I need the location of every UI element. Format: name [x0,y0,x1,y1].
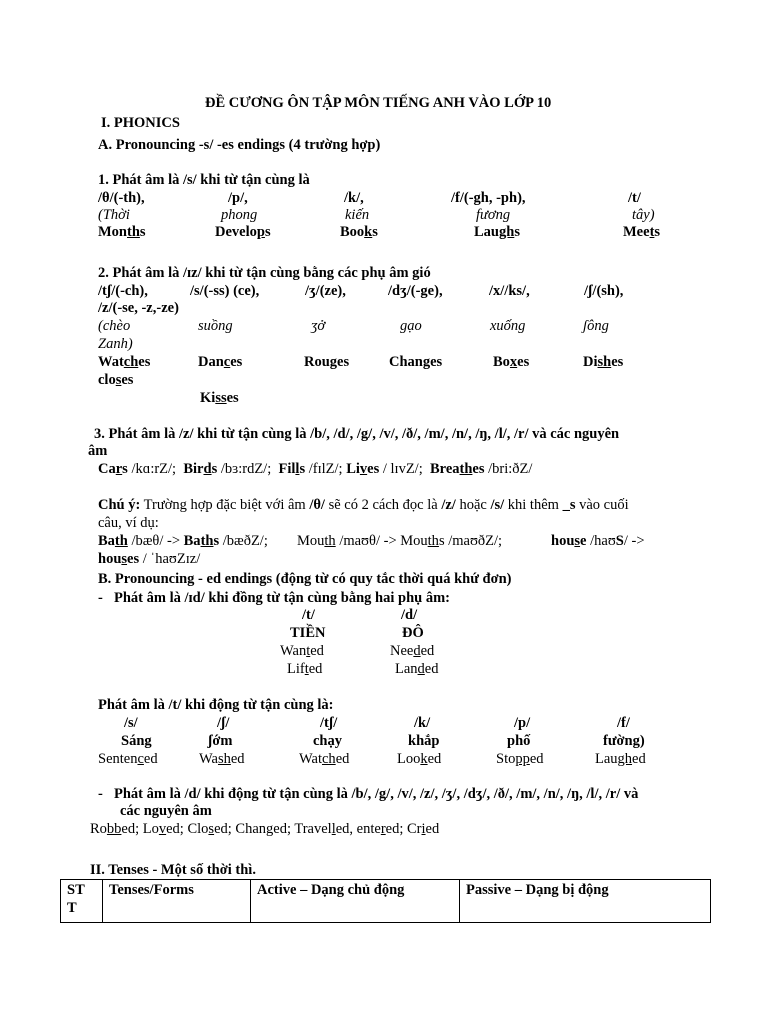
ed-mnemonic: khắp [408,733,440,749]
rule2-example: Watches [98,354,151,370]
rule1-example: Months [98,224,146,240]
rule2-sound: /ʃ/(sh), [584,283,624,299]
tenses-table [60,879,711,923]
ed-rule3: các nguyên âm [120,803,212,819]
rule1-mnemonic: fương [476,207,511,223]
ed-sound: /k/ [414,715,431,731]
rule2-example: Boxes [493,354,530,370]
ed-example: Sentenced [98,751,158,767]
rule2-mnemonic: ʃông [583,318,609,334]
rule2-example: Kisses [200,390,239,406]
rule3-examples: Cars /kɑ:rZ/; Birds /bɜ:rdZ/; Fills /fɪlZ/; Lives / lɪvZ/; Breathes /bri:ðZ/ [98,461,533,477]
rule3-heading: âm [88,443,108,459]
rule2-sound: /dʒ/(-ge), [388,283,443,299]
table-header-active: Active – Dạng chủ động [251,880,460,923]
ed-sound: /d/ [401,607,418,623]
ed-mnemonic: TIỀN [290,625,326,641]
ed-rule2: Phát âm là /t/ khi động từ tận cùng là: [98,697,334,713]
note-example-bath: Bath /bæθ/ -> Baths /bæðZ/; [98,533,268,549]
ed-sound: /t/ [302,607,315,623]
rule1-heading: 1. Phát âm là /s/ khi từ tận cùng là [98,172,310,188]
ed-rule1: Phát âm là /ɪd/ khi đồng từ tận cùng bằng hai phụ âm: [114,590,450,606]
ed-example: Wanted [280,643,324,659]
ed-example: Needed [390,643,435,659]
rule1-sound: /f/(-gh, -ph), [451,190,526,206]
rule2-sound: /s/(-ss) (ce), [190,283,260,299]
page-title: ĐỀ CƯƠNG ÔN TẬP MÔN TIẾNG ANH VÀO LỚP 10 [205,95,552,111]
ed-example: Landed [395,661,439,677]
rule2-mnemonic: (chèo [98,318,131,334]
rule2-sound: /ʒ/(ze), [305,283,346,299]
ed-sound: /ʃ/ [217,715,230,731]
rule2-example: Rouges [304,354,350,370]
ed-mnemonic: fường) [603,733,645,749]
ed-rule3: Phát âm là /d/ khi động từ tận cùng là /b/, /g/, /v/, /z/, /ʒ/, /dʒ/, /ð/, /m/, /n/, /ŋ, /l/, /r/ và [114,786,639,802]
note-line: Chú ý: Trường hợp đặc biệt với âm /θ/ sẽ có 2 cách đọc là /z/ hoặc /s/ khi thêm _s vào cuối [98,497,629,513]
note-line: câu, ví dụ: [98,515,159,531]
ed-example: Looked [397,751,442,767]
rule1-mnemonic: (Thời [98,207,130,223]
table-header-tenses: Tenses/Forms [103,880,251,923]
ed-example: Washed [199,751,245,767]
ed-example: Lifted [287,661,323,677]
rule1-sound: /t/ [628,190,641,206]
rule2-sound: /x//ks/, [489,283,530,299]
rule1-sound: /θ/(-th), [98,190,145,206]
rule1-sound: /p/, [228,190,248,206]
rule1-mnemonic: phong [221,207,258,223]
subsection-b-heading: B. Pronouncing - ed endings (động từ có quy tắc thời quá khứ đơn) [98,571,512,587]
ed-example: Watched [299,751,350,767]
bullet: - [98,590,103,606]
rule2-mnemonic: Zanh) [98,336,133,352]
rule1-mnemonic: kiến [345,207,370,223]
ed-sound: /s/ [124,715,138,731]
ed-rule3-examples: Robbed; Loved; Closed; Changed; Travelled, entered; Cried [90,821,440,837]
rule2-heading: 2. Phát âm là /ɪz/ khi từ tận cùng bằng các phụ âm gió [98,265,431,281]
rule3-heading: 3. Phát âm là /z/ khi từ tận cùng là /b/, /d/, /g/, /v/, /ð/, /m/, /n/, /ŋ, /l/, /r/ và các nguyên [94,426,620,442]
ed-example: Laughed [595,751,646,767]
rule2-example: Dances [198,354,243,370]
rule2-sound: /z/(-se, -z,-ze) [98,300,179,316]
rule2-mnemonic: suồng [198,318,233,334]
ed-sound: /f/ [617,715,630,731]
ed-mnemonic: Sáng [121,733,152,749]
table-header-stt: ST T [61,880,103,923]
table-row [61,880,711,923]
ed-mnemonic: phố [507,733,531,749]
section-heading-tenses: II. Tenses - Một số thời thì. [90,862,256,878]
note-example-house: house /haʊS/ -> [551,533,645,549]
ed-mnemonic: ʃớm [208,733,233,749]
rule2-mnemonic: xuống [490,318,526,334]
rule2-example: Changes [389,354,443,370]
rule1-sound: /k/, [344,190,364,206]
rule1-example: Meets [623,224,661,240]
subsection-a-heading: A. Pronouncing -s/ -es endings (4 trường hợp) [98,137,381,153]
rule1-mnemonic: tây) [632,207,655,223]
rule2-example: Dishes [583,354,624,370]
table-header-passive: Passive – Dạng bị động [460,880,711,923]
ed-sound: /tʃ/ [320,715,338,731]
ed-example: Stopped [496,751,544,767]
rule2-sound: /tʃ/(-ch), [98,283,148,299]
rule2-example: closes [98,372,134,388]
rule2-mnemonic: gạo [400,318,422,334]
note-example-houses: houses / ˈhaʊZɪz/ [98,551,201,567]
bullet: - [98,786,103,802]
ed-mnemonic: chạy [313,733,342,749]
note-example-mouth: Mouth /maʊθ/ -> Mouths /maʊðZ/; [297,533,503,549]
rule2-mnemonic: ʒở [311,318,326,334]
ed-sound: /p/ [514,715,531,731]
rule1-example: Develops [215,224,271,240]
ed-mnemonic: ĐÔ [402,625,424,641]
section-heading-phonics: I. PHONICS [101,115,180,131]
rule1-example: Books [340,224,378,240]
rule1-example: Laughs [474,224,520,240]
